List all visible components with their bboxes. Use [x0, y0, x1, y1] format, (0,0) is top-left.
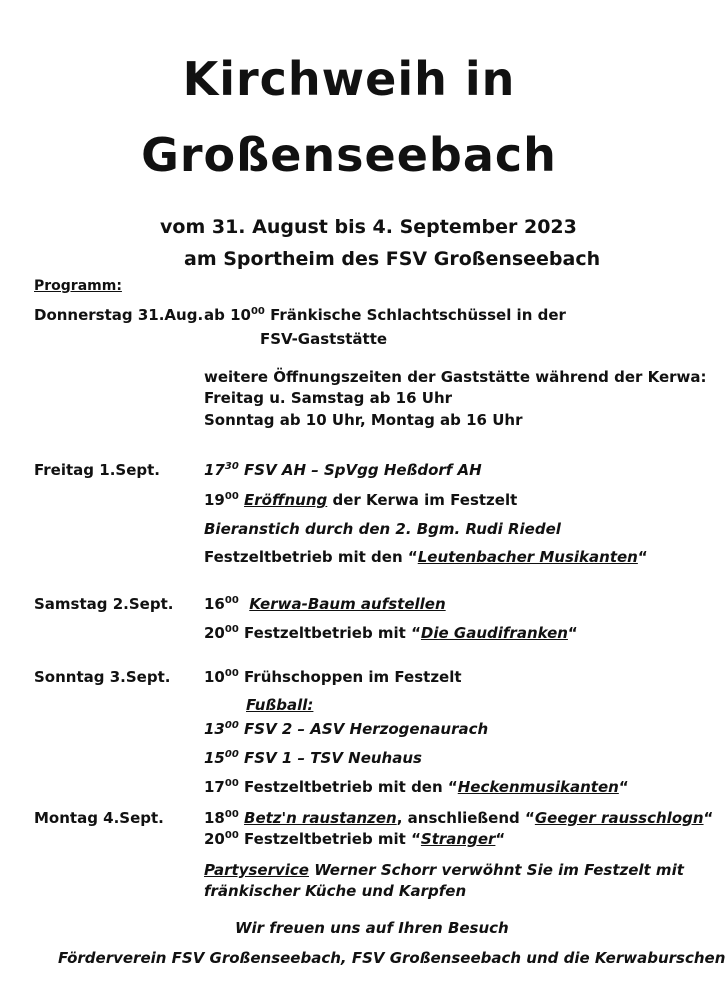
sunday-event-3: $15^{00}$ FSV 1 – TSV Neuhaus — [204, 749, 422, 767]
footer-welcome: Wir freuen uns auf Ihren Besuch — [235, 919, 509, 937]
footer-organizers: Förderverein FSV Großenseebach, FSV Großenseebach und die Kerwaburschen — [58, 949, 725, 967]
thursday-hours-3: Sonntag ab 10 Uhr, Montag ab 16 Uhr — [204, 411, 523, 429]
sunday-football-label: Fußball: — [246, 696, 314, 714]
sunday-event-4: $17^{00}$ Festzeltbetrieb mit den “Heckenmusikanten“ — [204, 778, 629, 796]
title-line-2: Großenseebach — [141, 128, 557, 182]
day-saturday: Samstag 2.Sept. — [34, 595, 174, 613]
thursday-hours-1: weitere Öffnungszeiten der Gaststätte während der Kerwa: — [204, 368, 707, 386]
sunday-event-1: $10^{00}$ Frühschoppen im Festzelt — [204, 668, 462, 686]
friday-event-1: $17^{30}$ FSV AH – SpVgg Heßdorf AH — [204, 461, 482, 479]
saturday-event-1: $16^{00}$ Kerwa-Baum aufstellen — [204, 595, 446, 613]
saturday-event-2: $20^{00}$ Festzeltbetrieb mit “Die Gaudifranken“ — [204, 624, 578, 642]
sunday-event-2: $13^{00}$ FSV 2 – ASV Herzogenaurach — [204, 720, 489, 738]
monday-event-1: $18^{00}$ Betz'n raustanzen, anschließend “Geeger rausschlogn“ — [204, 809, 714, 827]
monday-event-2: $20^{00}$ Festzeltbetrieb mit “Stranger“ — [204, 830, 506, 848]
thursday-event-cont: FSV-Gaststätte — [260, 330, 388, 348]
thursday-event: ab $10^{00}$ Fränkische Schlachtschüssel in der — [204, 306, 566, 324]
thursday-hours-2: Freitag u. Samstag ab 16 Uhr — [204, 389, 453, 407]
day-thursday: Donnerstag 31.Aug. — [34, 306, 204, 324]
friday-event-2: $19^{00}$ Eröffnung der Kerwa im Festzelt — [204, 491, 518, 509]
subtitle-dates: vom 31. August bis 4. September 2023 — [160, 216, 577, 238]
monday-partyservice: Partyservice Werner Schorr verwöhnt Sie im Festzelt mit — [204, 861, 684, 879]
title-line-1: Kirchweih in — [182, 52, 516, 106]
friday-event-3: Bieranstich durch den 2. Bgm. Rudi Riedel — [204, 520, 561, 538]
day-monday: Montag 4.Sept. — [34, 809, 164, 827]
monday-partyservice-cont: fränkischer Küche und Karpfen — [204, 882, 467, 900]
program-label: Programm: — [34, 278, 122, 294]
subtitle-location: am Sportheim des FSV Großenseebach — [184, 248, 601, 270]
friday-event-4: Festzeltbetrieb mit den “Leutenbacher Musikanten“ — [204, 548, 648, 566]
day-friday: Freitag 1.Sept. — [34, 461, 160, 479]
day-sunday: Sonntag 3.Sept. — [34, 668, 171, 686]
